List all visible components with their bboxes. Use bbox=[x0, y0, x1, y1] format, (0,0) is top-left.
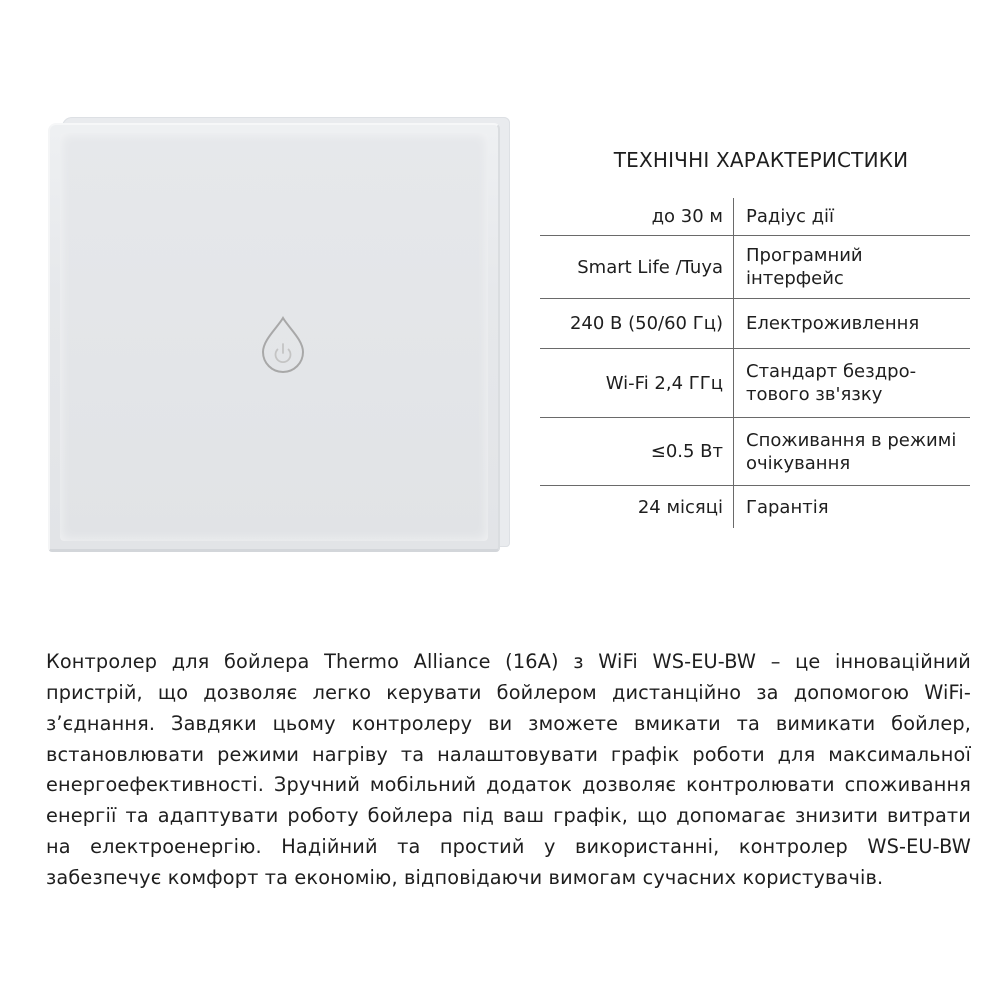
specs-table bbox=[540, 198, 970, 528]
water-drop-power-icon bbox=[259, 316, 307, 374]
spec-value: Smart Life /Tuya bbox=[540, 236, 734, 298]
spec-value: Wi-Fi 2,4 ГГц bbox=[540, 349, 734, 417]
spec-value: ≤0.5 Вт bbox=[540, 418, 734, 485]
specs-title: ТЕХНІЧНІ ХАРАКТЕРИСТИКИ bbox=[613, 148, 909, 172]
spec-row-range bbox=[540, 198, 970, 236]
spec-row-standby bbox=[540, 418, 970, 486]
specs-section bbox=[540, 140, 970, 528]
spec-label: Стандарт бездро-тового зв'язку bbox=[746, 361, 917, 405]
spec-label: Гарантія bbox=[746, 496, 829, 518]
product-description: Контролер для бойлера Thermo Alliance (16A) з WiFi WS-EU-BW – це інноваційний пристрій, що дозволяє легко керувати бойлером дистанційно за допомогою WiFi-з’єднання. Завдяки цьому контролеру ви зможете вмикати та вимикати бойлер, встановлювати режими нагріву та налаштовувати графік роботи для максимальної енергоефективності. Зручний мобільний додаток дозволяє контролювати споживання енергії та адаптувати роботу бойлера під ваш графік, що допомагає знизити витрати на електроенергію. Надійний та простий у використанні, контролер WS-EU-BW забезпечує комфорт та економію, відповідаючи вимогам сучасних користувачів. bbox=[46, 650, 971, 889]
spec-value: 240 В (50/60 Гц) bbox=[540, 299, 734, 348]
spec-row-wireless bbox=[540, 349, 970, 418]
spec-label: Радіус дії bbox=[746, 206, 835, 227]
spec-row-power-supply bbox=[540, 299, 970, 349]
spec-row-warranty bbox=[540, 486, 970, 528]
spec-label: Електроживлення bbox=[746, 313, 920, 334]
spec-value: до 30 м bbox=[540, 198, 734, 235]
spec-value: 24 місяці bbox=[540, 486, 734, 528]
product-image bbox=[48, 117, 510, 552]
spec-row-software bbox=[540, 236, 970, 299]
spec-label: Програмний інтерфейс bbox=[746, 245, 863, 289]
spec-label: Споживання в режимі очікування bbox=[746, 429, 957, 474]
